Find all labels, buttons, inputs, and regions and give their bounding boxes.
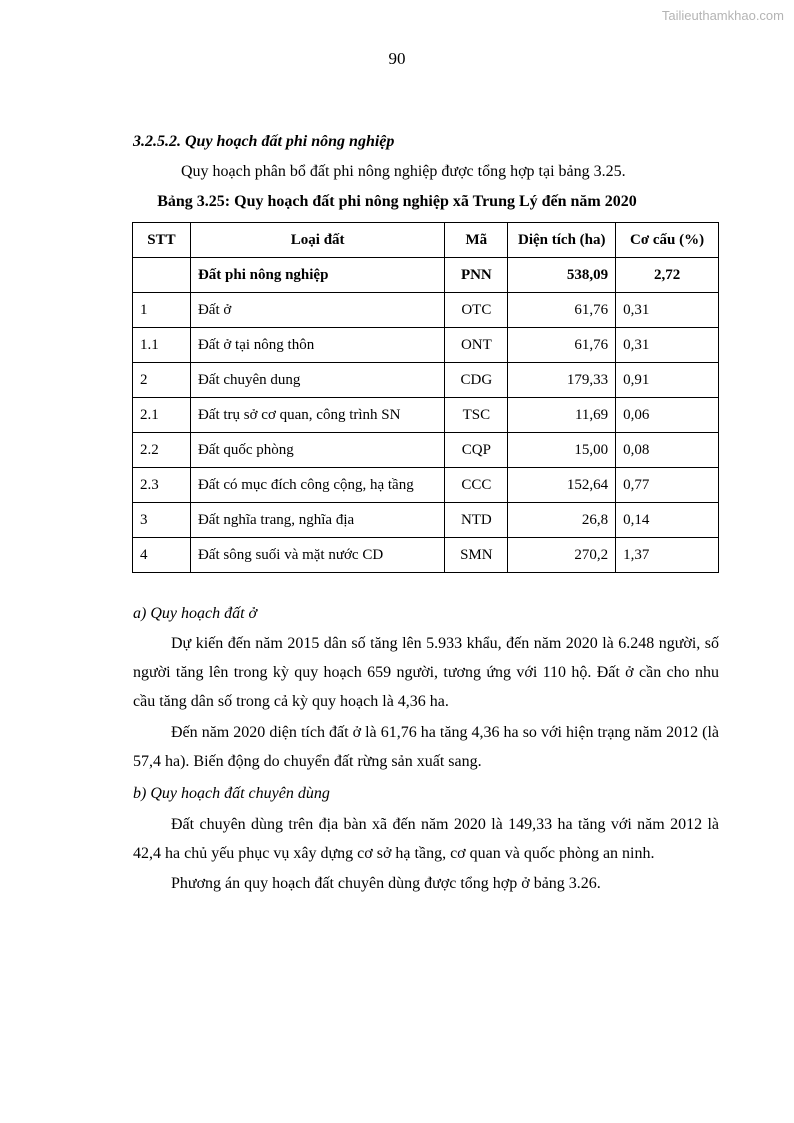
cell-share: 2,72	[616, 258, 719, 293]
table-row	[133, 398, 719, 433]
cell-land-type: Đất trụ sở cơ quan, công trình SN	[190, 398, 444, 433]
cell-area: 15,00	[508, 433, 616, 468]
cell-stt: 3	[133, 503, 191, 538]
cell-area: 152,64	[508, 468, 616, 503]
table-row	[133, 538, 719, 573]
land-use-table	[132, 222, 719, 573]
cell-share: 0,08	[616, 433, 719, 468]
cell-share: 0,77	[616, 468, 719, 503]
cell-stt: 2.1	[133, 398, 191, 433]
cell-land-type: Đất sông suối và mặt nước CD	[190, 538, 444, 573]
section-heading: 3.2.5.2. Quy hoạch đất phi nông nghiệp	[133, 133, 395, 150]
table-row	[133, 503, 719, 538]
cell-land-type: Đất chuyên dung	[190, 363, 444, 398]
table-row	[133, 433, 719, 468]
paragraph-a2: Đến năm 2020 diện tích đất ở là 61,76 ha tăng 4,36 ha so với hiện trạng năm 2012 (là 57,4 ha). Biến động do chuyển đất rừng sản xuất sang.	[133, 724, 719, 770]
cell-share: 0,06	[616, 398, 719, 433]
cell-area: 538,09	[508, 258, 616, 293]
cell-share: 0,14	[616, 503, 719, 538]
cell-stt	[133, 258, 191, 293]
cell-stt: 4	[133, 538, 191, 573]
cell-land-type: Đất quốc phòng	[190, 433, 444, 468]
table-row	[133, 468, 719, 503]
cell-code: CQP	[445, 433, 508, 468]
cell-area: 61,76	[508, 328, 616, 363]
header-stt: STT	[133, 223, 191, 258]
table-row-total	[133, 258, 719, 293]
cell-land-type: Đất phi nông nghiệp	[190, 258, 444, 293]
cell-area: 61,76	[508, 293, 616, 328]
cell-code: CCC	[445, 468, 508, 503]
table-caption: Bảng 3.25: Quy hoạch đất phi nông nghiệp xã Trung Lý đến năm 2020	[157, 193, 637, 210]
cell-area: 270,2	[508, 538, 616, 573]
subheading-b: b) Quy hoạch đất chuyên dùng	[133, 785, 330, 802]
paragraph-a1: Dự kiến đến năm 2015 dân số tăng lên 5.933 khẩu, đến năm 2020 là 6.248 người, số người tăng lên trong kỳ quy hoạch 659 người, tương ứng với 110 hộ. Đất ở cần cho nhu cầu tăng dân số trong cả kỳ quy hoạch là 4,36 ha.	[133, 635, 719, 710]
cell-area: 179,33	[508, 363, 616, 398]
cell-stt: 1.1	[133, 328, 191, 363]
cell-area: 11,69	[508, 398, 616, 433]
table-row	[133, 363, 719, 398]
cell-area: 26,8	[508, 503, 616, 538]
header-code: Mã	[445, 223, 508, 258]
table-header-row	[133, 223, 719, 258]
cell-land-type: Đất ở tại nông thôn	[190, 328, 444, 363]
cell-land-type: Đất nghĩa trang, nghĩa địa	[190, 503, 444, 538]
header-area: Diện tích (ha)	[508, 223, 616, 258]
cell-code: TSC	[445, 398, 508, 433]
paragraph-b1: Đất chuyên dùng trên địa bàn xã đến năm 2020 là 149,33 ha tăng với năm 2012 là 42,4 ha chủ yếu phục vụ xây dựng cơ sở hạ tầng, cơ quan và quốc phòng an ninh.	[133, 816, 719, 862]
subheading-a: a) Quy hoạch đất ở	[133, 605, 258, 622]
cell-code: SMN	[445, 538, 508, 573]
intro-paragraph: Quy hoạch phân bổ đất phi nông nghiệp được tổng hợp tại bảng 3.25.	[181, 163, 626, 180]
cell-code: OTC	[445, 293, 508, 328]
cell-code: CDG	[445, 363, 508, 398]
cell-share: 0,31	[616, 328, 719, 363]
cell-stt: 1	[133, 293, 191, 328]
cell-stt: 2.3	[133, 468, 191, 503]
header-share: Cơ cấu (%)	[616, 223, 719, 258]
paragraph-b2: Phương án quy hoạch đất chuyên dùng được tổng hợp ở bảng 3.26.	[171, 875, 601, 892]
cell-code: NTD	[445, 503, 508, 538]
cell-share: 0,91	[616, 363, 719, 398]
cell-code: PNN	[445, 258, 508, 293]
table-row	[133, 293, 719, 328]
cell-stt: 2.2	[133, 433, 191, 468]
watermark: Tailieuthamkhao.com	[661, 8, 784, 23]
header-land-type: Loại đất	[190, 223, 444, 258]
cell-share: 1,37	[616, 538, 719, 573]
cell-land-type: Đất ở	[190, 293, 444, 328]
cell-stt: 2	[133, 363, 191, 398]
cell-land-type: Đất có mục đích công cộng, hạ tầng	[190, 468, 444, 503]
page-number: 90	[388, 49, 406, 68]
cell-code: ONT	[445, 328, 508, 363]
cell-share: 0,31	[616, 293, 719, 328]
table-row	[133, 328, 719, 363]
